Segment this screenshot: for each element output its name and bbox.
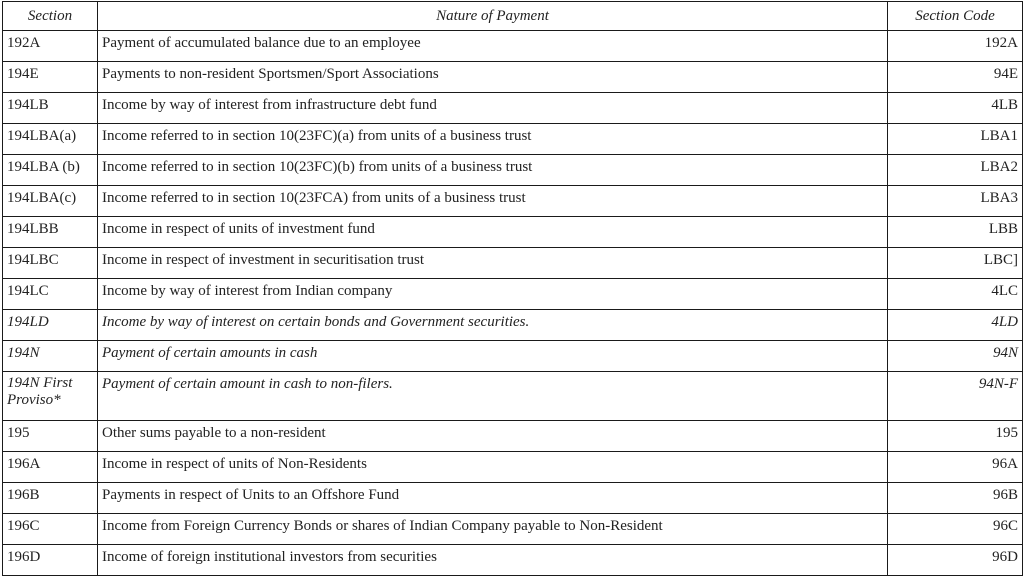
nature-cell: Income of foreign institutional investors from securities: [98, 545, 888, 576]
header-nature-of-payment: Nature of Payment: [98, 2, 888, 31]
code-cell: 192A: [888, 31, 1023, 62]
nature-cell: Income by way of interest from infrastructure debt fund: [98, 93, 888, 124]
nature-cell: Income referred to in section 10(23FCA) from units of a business trust: [98, 186, 888, 217]
table-row: [3, 93, 1023, 124]
header-row: [3, 2, 1023, 31]
section-cell: 194LBC: [3, 248, 98, 279]
section-cell: 194N First Proviso*: [3, 372, 98, 421]
table-row: [3, 124, 1023, 155]
nature-cell: Payment of certain amount in cash to non-filers.: [98, 372, 888, 421]
table-row: [3, 62, 1023, 93]
nature-cell: Income in respect of investment in securitisation trust: [98, 248, 888, 279]
section-cell: 194LD: [3, 310, 98, 341]
nature-cell: Other sums payable to a non-resident: [98, 421, 888, 452]
table-row: [3, 155, 1023, 186]
code-cell: 94N: [888, 341, 1023, 372]
code-cell: 94E: [888, 62, 1023, 93]
code-cell: 4LD: [888, 310, 1023, 341]
nature-cell: Payment of accumulated balance due to an employee: [98, 31, 888, 62]
code-cell: 96B: [888, 483, 1023, 514]
section-cell: 194LBA (b): [3, 155, 98, 186]
table-row: [3, 452, 1023, 483]
table-row: [3, 514, 1023, 545]
table-row: [3, 248, 1023, 279]
code-cell: 4LB: [888, 93, 1023, 124]
section-cell: 194LBA(a): [3, 124, 98, 155]
section-cell: 196D: [3, 545, 98, 576]
table-row: [3, 31, 1023, 62]
table-row: [3, 341, 1023, 372]
table-row: [3, 217, 1023, 248]
section-cell: 194E: [3, 62, 98, 93]
code-cell: 96D: [888, 545, 1023, 576]
section-cell: 194LB: [3, 93, 98, 124]
code-cell: LBC]: [888, 248, 1023, 279]
table-row: [3, 421, 1023, 452]
code-cell: 96C: [888, 514, 1023, 545]
table-row: [3, 372, 1023, 421]
code-cell: 195: [888, 421, 1023, 452]
nature-cell: Payment of certain amounts in cash: [98, 341, 888, 372]
code-cell: 94N-F: [888, 372, 1023, 421]
code-cell: LBB: [888, 217, 1023, 248]
code-cell: 4LC: [888, 279, 1023, 310]
section-cell: 194N: [3, 341, 98, 372]
section-cell: 192A: [3, 31, 98, 62]
nature-cell: Income referred to in section 10(23FC)(a) from units of a business trust: [98, 124, 888, 155]
table-row: [3, 186, 1023, 217]
code-cell: LBA2: [888, 155, 1023, 186]
code-cell: LBA3: [888, 186, 1023, 217]
section-cell: 194LBA(c): [3, 186, 98, 217]
section-cell: 194LBB: [3, 217, 98, 248]
code-cell: 96A: [888, 452, 1023, 483]
nature-cell: Payments to non-resident Sportsmen/Sport Associations: [98, 62, 888, 93]
section-cell: 196A: [3, 452, 98, 483]
nature-cell: Income by way of interest from Indian company: [98, 279, 888, 310]
nature-cell: Payments in respect of Units to an Offshore Fund: [98, 483, 888, 514]
nature-cell: Income in respect of units of investment fund: [98, 217, 888, 248]
table-row: [3, 310, 1023, 341]
table-row: [3, 545, 1023, 576]
section-cell: 196B: [3, 483, 98, 514]
section-cell: 194LC: [3, 279, 98, 310]
nature-cell: Income from Foreign Currency Bonds or shares of Indian Company payable to Non-Resident: [98, 514, 888, 545]
header-section-code: Section Code: [888, 2, 1023, 31]
table-row: [3, 279, 1023, 310]
nature-cell: Income referred to in section 10(23FC)(b) from units of a business trust: [98, 155, 888, 186]
code-cell: LBA1: [888, 124, 1023, 155]
section-cell: 196C: [3, 514, 98, 545]
section-cell: 195: [3, 421, 98, 452]
section-code-table: [2, 1, 1023, 576]
nature-cell: Income by way of interest on certain bonds and Government securities.: [98, 310, 888, 341]
table-row: [3, 483, 1023, 514]
nature-cell: Income in respect of units of Non-Residents: [98, 452, 888, 483]
header-section: Section: [3, 2, 98, 31]
